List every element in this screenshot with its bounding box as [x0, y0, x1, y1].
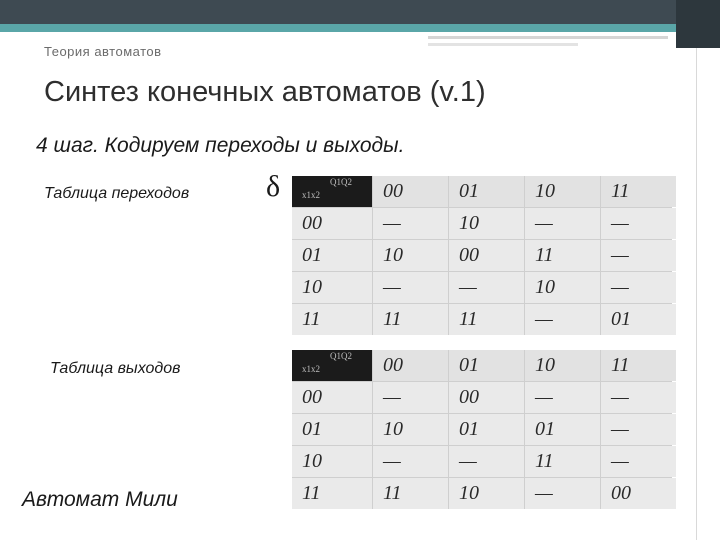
corner-state-label: Q1Q2	[330, 351, 352, 361]
corner-state-label: Q1Q2	[330, 177, 352, 187]
column-header: 00	[373, 176, 448, 207]
table-cell: 11	[373, 304, 448, 335]
transition-table-label: Таблица переходов	[44, 185, 190, 202]
row-header: 01	[292, 240, 372, 271]
table-cell: 01	[449, 414, 524, 445]
table-corner	[292, 350, 372, 381]
transition-table	[292, 176, 672, 335]
table-cell: —	[601, 414, 676, 445]
table-cell: 11	[525, 240, 600, 271]
column-header: 00	[373, 350, 448, 381]
column-header: 11	[601, 350, 676, 381]
accent-bar	[0, 24, 676, 32]
table-cell: 10	[449, 478, 524, 509]
slide-title: Синтез конечных автоматов (v.1)	[44, 76, 486, 108]
corner-input-label: x1x2	[302, 364, 320, 374]
decor-line	[428, 36, 668, 39]
top-bar	[0, 0, 696, 24]
table-cell: —	[449, 272, 524, 303]
table-cell: —	[373, 272, 448, 303]
table-cell: —	[601, 382, 676, 413]
row-header: 11	[292, 304, 372, 335]
column-header: 10	[525, 350, 600, 381]
decor-line	[428, 43, 578, 46]
table-cell: 10	[373, 240, 448, 271]
table-cell: —	[601, 272, 676, 303]
table-cell: 01	[525, 414, 600, 445]
table-cell: 01	[601, 304, 676, 335]
mealy-automaton-label: Автомат Мили	[22, 488, 178, 511]
row-header: 00	[292, 382, 372, 413]
column-header: 01	[449, 350, 524, 381]
table-cell: —	[525, 304, 600, 335]
table-cell: —	[373, 446, 448, 477]
corner-input-label: x1x2	[302, 190, 320, 200]
table-cell: 11	[525, 446, 600, 477]
table-cell: —	[525, 382, 600, 413]
table-cell: —	[601, 208, 676, 239]
output-table-label: Таблица выходов	[50, 360, 181, 377]
table-cell: 11	[449, 304, 524, 335]
course-subtitle: Теория автоматов	[44, 44, 162, 59]
step-heading: 4 шаг. Кодируем переходы и выходы.	[36, 134, 405, 157]
column-header: 10	[525, 176, 600, 207]
table-cell: 00	[449, 382, 524, 413]
table-cell: 11	[373, 478, 448, 509]
table-cell: —	[601, 240, 676, 271]
table-cell: 10	[449, 208, 524, 239]
table-cell: —	[601, 446, 676, 477]
table-cell: 10	[373, 414, 448, 445]
delta-symbol: δ	[266, 170, 281, 203]
table-cell: 00	[449, 240, 524, 271]
row-header: 01	[292, 414, 372, 445]
output-table	[292, 350, 672, 509]
top-bar-corner	[676, 0, 720, 48]
row-header: 11	[292, 478, 372, 509]
table-cell: —	[525, 208, 600, 239]
table-cell: —	[449, 446, 524, 477]
column-header: 01	[449, 176, 524, 207]
table-cell: 00	[601, 478, 676, 509]
table-cell: —	[525, 478, 600, 509]
table-corner	[292, 176, 372, 207]
column-header: 11	[601, 176, 676, 207]
table-cell: —	[373, 382, 448, 413]
table-cell: —	[373, 208, 448, 239]
row-header: 10	[292, 446, 372, 477]
table-cell: 10	[525, 272, 600, 303]
right-border-line	[696, 48, 697, 540]
row-header: 10	[292, 272, 372, 303]
row-header: 00	[292, 208, 372, 239]
